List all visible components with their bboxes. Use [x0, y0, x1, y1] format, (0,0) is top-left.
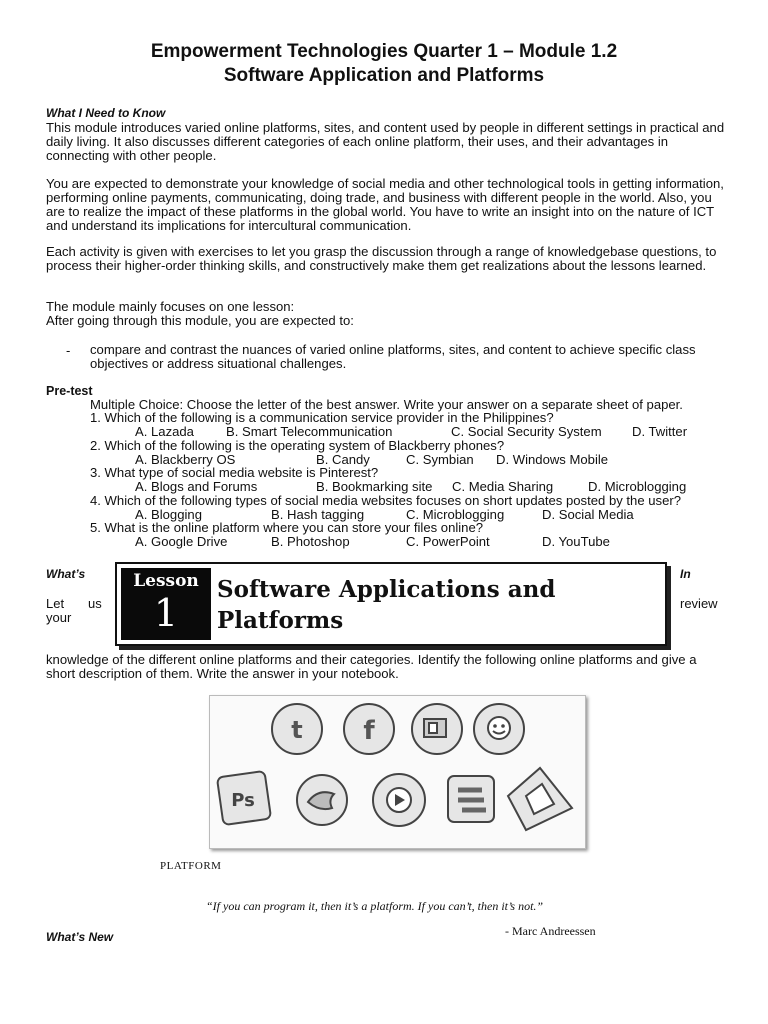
lesson-banner — [115, 562, 667, 646]
whats-new-heading: What’s New — [46, 930, 114, 944]
q1-option-d: D. Twitter — [632, 424, 688, 439]
q5-option-d: D. YouTube — [542, 534, 610, 549]
intro-paragraph: This module introduces varied online platforms, sites, and content used by people in different settings in practical and daily living. It also discusses different categories of each online platform, their uses, and their advantages in connecting with other people. — [46, 120, 725, 163]
q3-option-c: C. Media Sharing — [452, 479, 554, 494]
module-focus-line: The module mainly focuses on one lesson: — [46, 299, 295, 314]
platform-caption: PLATFORM — [160, 860, 222, 872]
scribd-icon — [448, 776, 494, 822]
q2-option-d: D. Windows Mobile — [496, 452, 609, 467]
whats-in-paragraph: knowledge of the different online platforms and their categories. Identify the following online platforms and give a short description of them. Write the answer in your notebook. — [46, 652, 697, 681]
svg-text:t: t — [291, 716, 303, 744]
q3-option-d: D. Microblogging — [588, 479, 687, 494]
whats-in-label-right: In — [680, 567, 691, 581]
q3-option-a: A. Blogs and Forums — [135, 479, 258, 494]
lesson-title-line-1: Software Applications and — [217, 576, 556, 603]
quote-author: - Marc Andreessen — [505, 924, 596, 938]
svg-text:f: f — [363, 716, 375, 746]
q4-option-a: A. Blogging — [135, 507, 202, 522]
us-word: us — [88, 596, 102, 611]
q2-option-b: B. Candy — [316, 452, 370, 467]
pretest-heading: Pre-test — [46, 384, 93, 398]
document-title-line-1: Empowerment Technologies Quarter 1 – Module 1.2 — [150, 41, 618, 62]
lesson-number: 1 — [153, 591, 179, 635]
q5-option-c: C. PowerPoint — [406, 534, 490, 549]
question-4: 4. Which of the following types of social media websites focuses on short updates posted by the user? — [90, 493, 682, 508]
q1-option-b: B. Smart Telecommunication — [226, 424, 393, 439]
your-word: your — [46, 610, 72, 625]
platform-icons-figure — [209, 695, 586, 849]
svg-text:Ps: Ps — [231, 790, 255, 811]
twitter-icon — [272, 704, 322, 754]
photoshop-icon — [217, 771, 271, 825]
lesson-title — [217, 574, 555, 636]
expectations-paragraph: You are expected to demonstrate your knowledge of social media and other technological tools in getting information, performing online payments, communicating, doing trade, and business with different people in the world. Also, you are to realize the impact of these platforms in the global world. You have to write an insight into on the nature of ICT and understand its implications for intercultural communication. — [46, 176, 724, 233]
q1-option-a: A. Lazada — [135, 424, 194, 439]
activity-paragraph: Each activity is given with exercises to let you grasp the discussion through a range of knowledgebase questions, to process their higher-order thinking skills, and constructively make them get realizations about the lessons learned. — [46, 244, 717, 273]
q4-option-b: B. Hash tagging — [271, 507, 365, 522]
lesson-number-box — [121, 568, 211, 640]
question-5: 5. What is the online platform where you can store your files online? — [90, 520, 484, 535]
youtube-icon — [373, 774, 425, 826]
platform-quote: “If you can program it, then it’s a platform. If you can’t, then it’s not.” — [206, 899, 544, 913]
waze-icon — [474, 704, 524, 754]
bullet-marker: - — [66, 343, 71, 358]
document-title-line-2: Software Application and Platforms — [223, 65, 545, 86]
objective-bullet: compare and contrast the nuances of varied online platforms, sites, and content to achieve specific class objectives or address situational challenges. — [90, 342, 696, 371]
objectives-intro-line: After going through this module, you are expected to: — [46, 313, 354, 328]
picasa-icon — [508, 768, 572, 830]
pretest-instructions: Multiple Choice: Choose the letter of the best answer. Write your answer on a separate sheet of paper. — [90, 397, 683, 412]
q5-option-a: A. Google Drive — [135, 534, 228, 549]
q5-option-b: B. Photoshop — [271, 534, 350, 549]
platform-icons-drawing — [210, 696, 585, 848]
let-word: Let — [46, 596, 65, 611]
question-2: 2. Which of the following is the operating system of Blackberry phones? — [90, 438, 505, 453]
review-word: review — [680, 596, 718, 611]
q4-option-d: D. Social Media — [542, 507, 634, 522]
question-3: 3. What type of social media website is Pinterest? — [90, 465, 379, 480]
windows-live-icon — [412, 704, 462, 754]
q3-option-b: B. Bookmarking site — [316, 479, 433, 494]
q4-option-c: C. Microblogging — [406, 507, 505, 522]
lesson-title-line-2: Platforms — [217, 607, 344, 634]
q2-option-a: A. Blackberry OS — [135, 452, 236, 467]
bird-icon — [297, 775, 347, 825]
lesson-label: Lesson — [133, 571, 199, 591]
question-1: 1. Which of the following is a communication service provider in the Philippines? — [90, 410, 554, 425]
what-i-need-to-know-heading: What I Need to Know — [46, 106, 166, 120]
q1-option-c: C. Social Security System — [451, 424, 602, 439]
facebook-icon — [344, 704, 394, 754]
q2-option-c: C. Symbian — [406, 452, 474, 467]
whats-in-label-left: What’s — [46, 567, 86, 581]
